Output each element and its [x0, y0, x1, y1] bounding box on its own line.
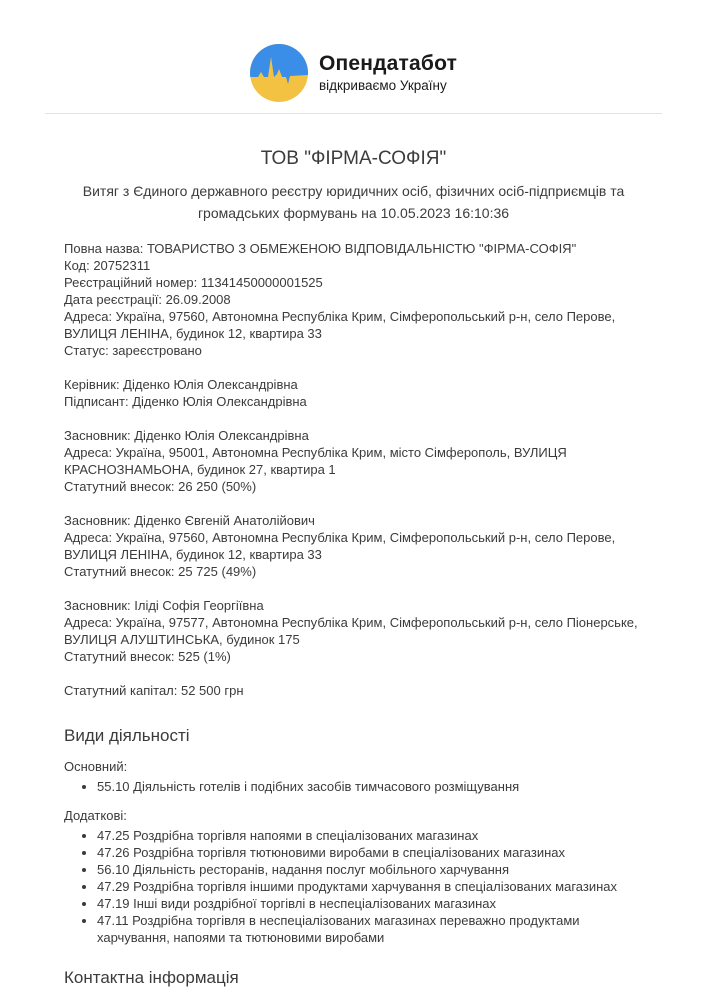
- activity-item: • 47.11 Роздрібна торгівля в неспеціалізованих магазинах переважно продуктами харчування, напоями та тютюновими виробами: [97, 912, 643, 946]
- founder-share-line: Статутний внесок: 525 (1%): [64, 649, 231, 664]
- founder-block: [64, 512, 643, 580]
- capital-line: Статутний капітал: 52 500 грн: [64, 683, 244, 698]
- primary-activities-list: [64, 778, 643, 795]
- brand-logo: [250, 44, 457, 102]
- founder-name-line: Засновник: Іліді Софія Георгіївна: [64, 598, 264, 613]
- brand-text: [319, 52, 457, 94]
- secondary-activities-label: Додаткові:: [64, 808, 127, 823]
- founder-address-line: Адреса: Україна, 97577, Автономна Республіка Крим, Сімферопольський р-н, село Піонерське, ВУЛИЦЯ АЛУШТИНСЬКА, будинок 175: [64, 615, 638, 647]
- company-reg-date-line: Дата реєстрації: 26.09.2008: [64, 292, 231, 307]
- brand-name: Опендатабот: [318, 52, 458, 75]
- document-content: [0, 147, 707, 988]
- brand-tagline: відкриваємо Україну: [318, 78, 447, 93]
- signer-line: Підписант: Діденко Юлія Олександрівна: [64, 394, 307, 409]
- company-full-name-line: Повна назва: ТОВАРИСТВО З ОБМЕЖЕНОЮ ВІДПОВІДАЛЬНІСТЮ "ФІРМА-СОФІЯ": [64, 241, 577, 256]
- capital-block: [64, 682, 643, 699]
- founder-share-line: Статутний внесок: 26 250 (50%): [64, 479, 257, 494]
- founder-block: [64, 597, 643, 665]
- founder-address-line: Адреса: Україна, 97560, Автономна Республіка Крим, Сімферопольський р-н, село Перове, ВУЛИЦЯ ЛЕНІНА, будинок 12, квартира 33: [64, 530, 616, 562]
- header: [0, 0, 707, 102]
- company-reg-number-line: Реєстраційний номер: 11341450000001525: [64, 275, 323, 290]
- company-details-block: [64, 240, 643, 359]
- contacts-heading: Контактна інформація: [64, 968, 239, 987]
- founder-name-line: Засновник: Діденко Євгеній Анатолійович: [64, 513, 315, 528]
- founder-address-line: Адреса: Україна, 95001, Автономна Республіка Крим, місто Сімферополь, ВУЛИЦЯ КРАСНОЗНАМЬОНА, будинок 27, квартира 1: [64, 445, 567, 477]
- head-line: Керівник: Діденко Юлія Олександрівна: [64, 377, 298, 392]
- activities-heading: Види діяльності: [64, 726, 190, 745]
- company-address-line: Адреса: Україна, 97560, Автономна Республіка Крим, Сімферопольський р-н, село Перове, ВУЛИЦЯ ЛЕНІНА, будинок 12, квартира 33: [64, 309, 616, 341]
- company-status-line: Статус: зареєстровано: [64, 343, 202, 358]
- activity-item: • 47.25 Роздрібна торгівля напоями в спеціалізованих магазинах: [97, 827, 643, 844]
- activity-item: • 56.10 Діяльність ресторанів, надання послуг мобільного харчування: [97, 861, 643, 878]
- opendatabot-logo-icon: [250, 44, 308, 102]
- founder-share-line: Статутний внесок: 25 725 (49%): [64, 564, 257, 579]
- founder-name-line: Засновник: Діденко Юлія Олександрівна: [64, 428, 309, 443]
- document-subtitle: Витяг з Єдиного державного реєстру юридичних осіб, фізичних осіб-підприємців та громадських формувань на 10.05.2023 16:10:36: [82, 183, 625, 221]
- activity-item: • 55.10 Діяльність готелів і подібних засобів тимчасового розміщування: [97, 778, 643, 795]
- activity-item: • 47.29 Роздрібна торгівля іншими продуктами харчування в спеціалізованих магазинах: [97, 878, 643, 895]
- page-title: ТОВ "ФІРМА-СОФІЯ": [260, 148, 447, 169]
- company-code-line: Код: 20752311: [64, 258, 151, 273]
- secondary-activities-list: [64, 827, 643, 946]
- activity-item: • 47.26 Роздрібна торгівля тютюновими виробами в спеціалізованих магазинах: [97, 844, 643, 861]
- activity-item: • 47.19 Інші види роздрібної торгівлі в неспеціалізованих магазинах: [97, 895, 643, 912]
- primary-activities-label: Основний:: [64, 759, 128, 774]
- management-block: [64, 376, 643, 410]
- header-divider: [45, 113, 662, 114]
- founder-block: [64, 427, 643, 495]
